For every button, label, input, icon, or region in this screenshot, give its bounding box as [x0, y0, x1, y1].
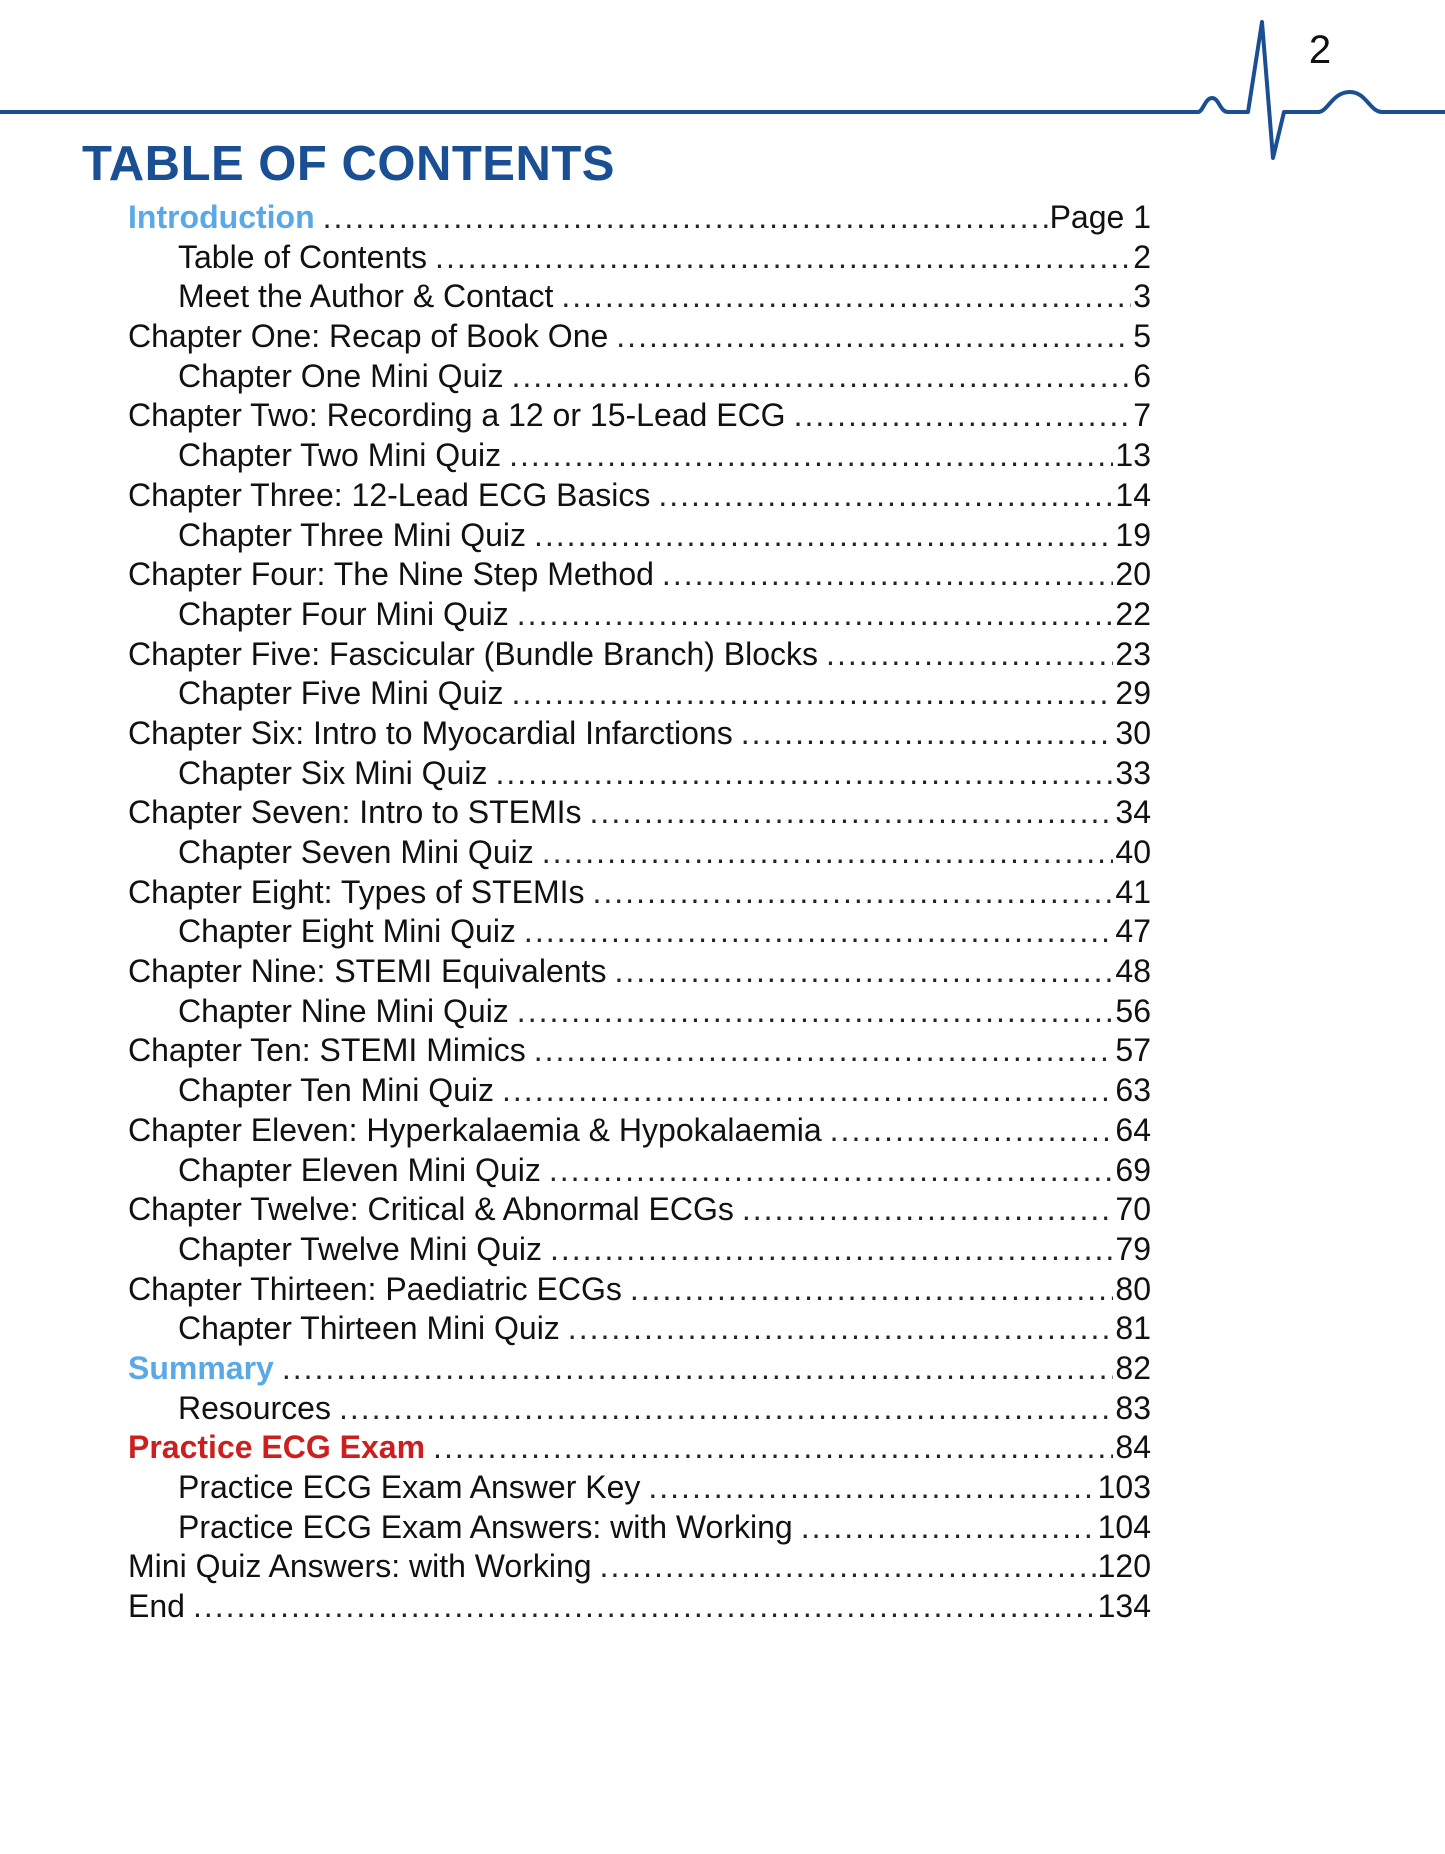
toc-entry[interactable] — [128, 714, 1151, 754]
toc-entry-label: Chapter Ten: STEMI Mimics — [128, 1032, 526, 1069]
toc-entry[interactable] — [128, 873, 1151, 913]
toc-entry[interactable] — [128, 396, 1151, 436]
toc-entry[interactable] — [128, 317, 1151, 357]
toc-entry-page: 23 — [1115, 635, 1151, 672]
toc-entry[interactable] — [128, 1547, 1151, 1587]
toc-entry-label: Chapter Three: 12-Lead ECG Basics — [128, 476, 651, 513]
toc-entry-page: 81 — [1115, 1310, 1151, 1347]
toc-entry[interactable] — [128, 1071, 1151, 1111]
toc-entry-label: Chapter Four Mini Quiz — [178, 595, 509, 632]
toc-entry-label: Chapter Eight: Types of STEMIs — [128, 873, 585, 910]
toc-dot-leader — [323, 198, 1048, 238]
toc-entry[interactable] — [128, 1508, 1151, 1548]
toc-dot-leader — [561, 277, 1131, 317]
toc-entry-page: 22 — [1115, 595, 1151, 632]
toc-entry-label: Chapter Six Mini Quiz — [178, 754, 488, 791]
toc-entry-label: End — [128, 1588, 185, 1625]
toc-entry-page: 2 — [1133, 238, 1151, 275]
toc-dot-leader — [534, 1031, 1114, 1071]
toc-entry[interactable] — [128, 1230, 1151, 1270]
toc-entry-label: Table of Contents — [178, 238, 428, 275]
toc-dot-leader — [801, 1508, 1096, 1548]
toc-entry[interactable] — [128, 1349, 1151, 1389]
toc-entry-label: Chapter Eleven Mini Quiz — [178, 1151, 541, 1188]
toc-entry-label: Practice ECG Exam — [128, 1429, 426, 1466]
toc-entry-page: 30 — [1115, 714, 1151, 751]
toc-entry-page: 69 — [1115, 1151, 1151, 1188]
toc-entry[interactable] — [128, 1111, 1151, 1151]
toc-dot-leader — [600, 1547, 1096, 1587]
toc-entry[interactable] — [128, 1309, 1151, 1349]
toc-entry-label: Chapter Seven Mini Quiz — [178, 834, 534, 870]
toc-entry-page: 63 — [1115, 1072, 1151, 1109]
toc-dot-leader — [502, 1071, 1113, 1111]
toc-entry[interactable] — [128, 1190, 1151, 1230]
toc-entry-page: 83 — [1115, 1389, 1151, 1426]
toc-entry-page: 104 — [1097, 1508, 1151, 1545]
toc-entry-page: 103 — [1097, 1469, 1151, 1505]
toc-entry-label: Chapter Seven: Intro to STEMIs — [128, 794, 582, 831]
toc-dot-leader — [339, 1389, 1113, 1429]
toc-entry-page: 3 — [1133, 278, 1151, 315]
toc-entry[interactable] — [128, 476, 1151, 516]
toc-dot-leader — [511, 674, 1113, 714]
toc-entry-page: 41 — [1115, 873, 1151, 910]
toc-entry-label: Chapter One Mini Quiz — [178, 357, 504, 394]
toc-entry-page: 70 — [1115, 1191, 1151, 1228]
toc-entry-label: Chapter Eleven: Hyperkalaemia & Hypokalaemia — [128, 1111, 822, 1148]
toc-entry-page: 47 — [1115, 913, 1151, 950]
page-title: TABLE OF CONTENTS — [82, 137, 615, 191]
toc-entry-label: Chapter Twelve Mini Quiz — [178, 1230, 542, 1267]
toc-entry[interactable] — [128, 555, 1151, 595]
toc-entry-page: 5 — [1133, 318, 1151, 355]
toc-entry-label: Meet the Author & Contact — [178, 278, 554, 315]
toc-dot-leader — [593, 873, 1114, 913]
toc-entry-page: 79 — [1115, 1230, 1151, 1267]
toc-dot-leader — [630, 1270, 1114, 1310]
toc-entry[interactable] — [128, 238, 1151, 278]
toc-entry-label: Practice ECG Exam Answers: with Working — [178, 1508, 793, 1545]
toc-entry-page: 84 — [1115, 1429, 1151, 1466]
toc-entry-page: 134 — [1097, 1588, 1151, 1625]
toc-entry-label: Chapter Ten Mini Quiz — [178, 1072, 494, 1109]
toc-dot-leader — [435, 238, 1131, 278]
toc-entry-label: Resources — [178, 1389, 331, 1426]
toc-entry[interactable] — [128, 635, 1151, 675]
toc-entry[interactable] — [128, 436, 1151, 476]
toc-entry-label: Chapter Nine: STEMI Equivalents — [128, 953, 607, 990]
toc-dot-leader — [282, 1349, 1114, 1389]
toc-entry[interactable] — [128, 674, 1151, 714]
toc-entry-page: Page 1 — [1049, 199, 1151, 235]
toc-entry[interactable] — [128, 912, 1151, 952]
toc-dot-leader — [534, 516, 1113, 556]
toc-entry-label: Chapter One: Recap of Book One — [128, 318, 609, 355]
toc-entry-label: Practice ECG Exam Answer Key — [178, 1469, 641, 1505]
toc-entry[interactable] — [128, 1270, 1151, 1310]
toc-dot-leader — [741, 714, 1114, 754]
toc-entry[interactable] — [128, 833, 1151, 873]
toc-entry-label: Introduction — [128, 199, 315, 235]
toc-dot-leader — [794, 396, 1132, 436]
toc-dot-leader — [517, 992, 1114, 1032]
toc-dot-leader — [550, 1230, 1113, 1270]
toc-dot-leader — [614, 952, 1113, 992]
toc-entry[interactable] — [128, 1587, 1151, 1627]
toc-dot-leader — [509, 436, 1113, 476]
toc-entry[interactable] — [128, 277, 1151, 317]
toc-entry-page: 40 — [1115, 834, 1151, 870]
toc-entry-label: Chapter Four: The Nine Step Method — [128, 556, 654, 593]
toc-entry-label: Chapter Twelve: Critical & Abnormal ECGs — [128, 1191, 734, 1228]
toc-entry-page: 57 — [1115, 1032, 1151, 1069]
toc-dot-leader — [511, 357, 1131, 397]
toc-entry-page: 48 — [1115, 953, 1151, 990]
toc-entry-page: 80 — [1115, 1270, 1151, 1307]
toc-dot-leader — [830, 1111, 1114, 1151]
toc-entry-page: 29 — [1115, 675, 1151, 712]
toc-dot-leader — [193, 1587, 1096, 1627]
toc-dot-leader — [662, 555, 1113, 595]
page-number: 2 — [1308, 28, 1332, 72]
toc-entry[interactable] — [128, 1468, 1151, 1508]
toc-dot-leader — [549, 1151, 1114, 1191]
toc-entry-label: Chapter Two Mini Quiz — [178, 437, 502, 474]
toc-entry-label: Mini Quiz Answers: with Working — [128, 1548, 592, 1585]
toc-entry-label: Chapter Eight Mini Quiz — [178, 913, 516, 950]
toc-dot-leader — [517, 595, 1114, 635]
toc-entry[interactable] — [128, 357, 1151, 397]
toc-entry-page: 20 — [1115, 556, 1151, 593]
toc-entry[interactable] — [128, 952, 1151, 992]
toc-dot-leader — [648, 1468, 1095, 1508]
toc-entry[interactable] — [128, 595, 1151, 635]
toc-entry[interactable] — [128, 198, 1151, 238]
toc-entry[interactable] — [128, 992, 1151, 1032]
toc-entry-label: Chapter Two: Recording a 12 or 15-Lead ECG — [128, 397, 786, 434]
toc-entry[interactable] — [128, 1428, 1151, 1468]
toc-entry-page: 14 — [1115, 476, 1151, 513]
toc-entry-page: 7 — [1133, 397, 1151, 434]
toc-entry-page: 33 — [1115, 754, 1151, 791]
toc-entry-page: 120 — [1097, 1548, 1151, 1585]
toc-entry[interactable] — [128, 1389, 1151, 1429]
toc-entry[interactable] — [128, 1031, 1151, 1071]
toc-entry[interactable] — [128, 754, 1151, 794]
toc-list — [128, 198, 1151, 1627]
toc-dot-leader — [742, 1190, 1114, 1230]
toc-dot-leader — [495, 754, 1113, 794]
toc-entry[interactable] — [128, 516, 1151, 556]
toc-dot-leader — [616, 317, 1131, 357]
toc-entry-page: 82 — [1115, 1349, 1151, 1386]
toc-dot-leader — [826, 635, 1113, 675]
toc-entry-page: 6 — [1133, 357, 1151, 394]
toc-entry-label: Chapter Thirteen: Paediatric ECGs — [128, 1270, 622, 1307]
toc-entry-page: 13 — [1115, 437, 1151, 474]
toc-entry-label: Summary — [128, 1349, 274, 1386]
toc-entry-page: 34 — [1115, 794, 1151, 831]
toc-dot-leader — [524, 912, 1113, 952]
toc-dot-leader — [433, 1428, 1113, 1468]
toc-entry-label: Chapter Three Mini Quiz — [178, 516, 526, 553]
toc-entry[interactable] — [128, 1151, 1151, 1191]
toc-entry-label: Chapter Thirteen Mini Quiz — [178, 1310, 560, 1347]
toc-entry-label: Chapter Nine Mini Quiz — [178, 992, 509, 1029]
toc-entry-page: 19 — [1115, 516, 1151, 553]
toc-dot-leader — [658, 476, 1113, 516]
toc-dot-leader — [542, 833, 1114, 873]
toc-entry-label: Chapter Six: Intro to Myocardial Infarctions — [128, 714, 733, 751]
toc-entry[interactable] — [128, 793, 1151, 833]
toc-entry-page: 56 — [1115, 992, 1151, 1029]
toc-dot-leader — [568, 1309, 1114, 1349]
toc-entry-page: 64 — [1115, 1111, 1151, 1148]
toc-entry-label: Chapter Five: Fascicular (Bundle Branch) Blocks — [128, 635, 819, 672]
toc-entry-label: Chapter Five Mini Quiz — [178, 675, 504, 712]
toc-dot-leader — [590, 793, 1114, 833]
